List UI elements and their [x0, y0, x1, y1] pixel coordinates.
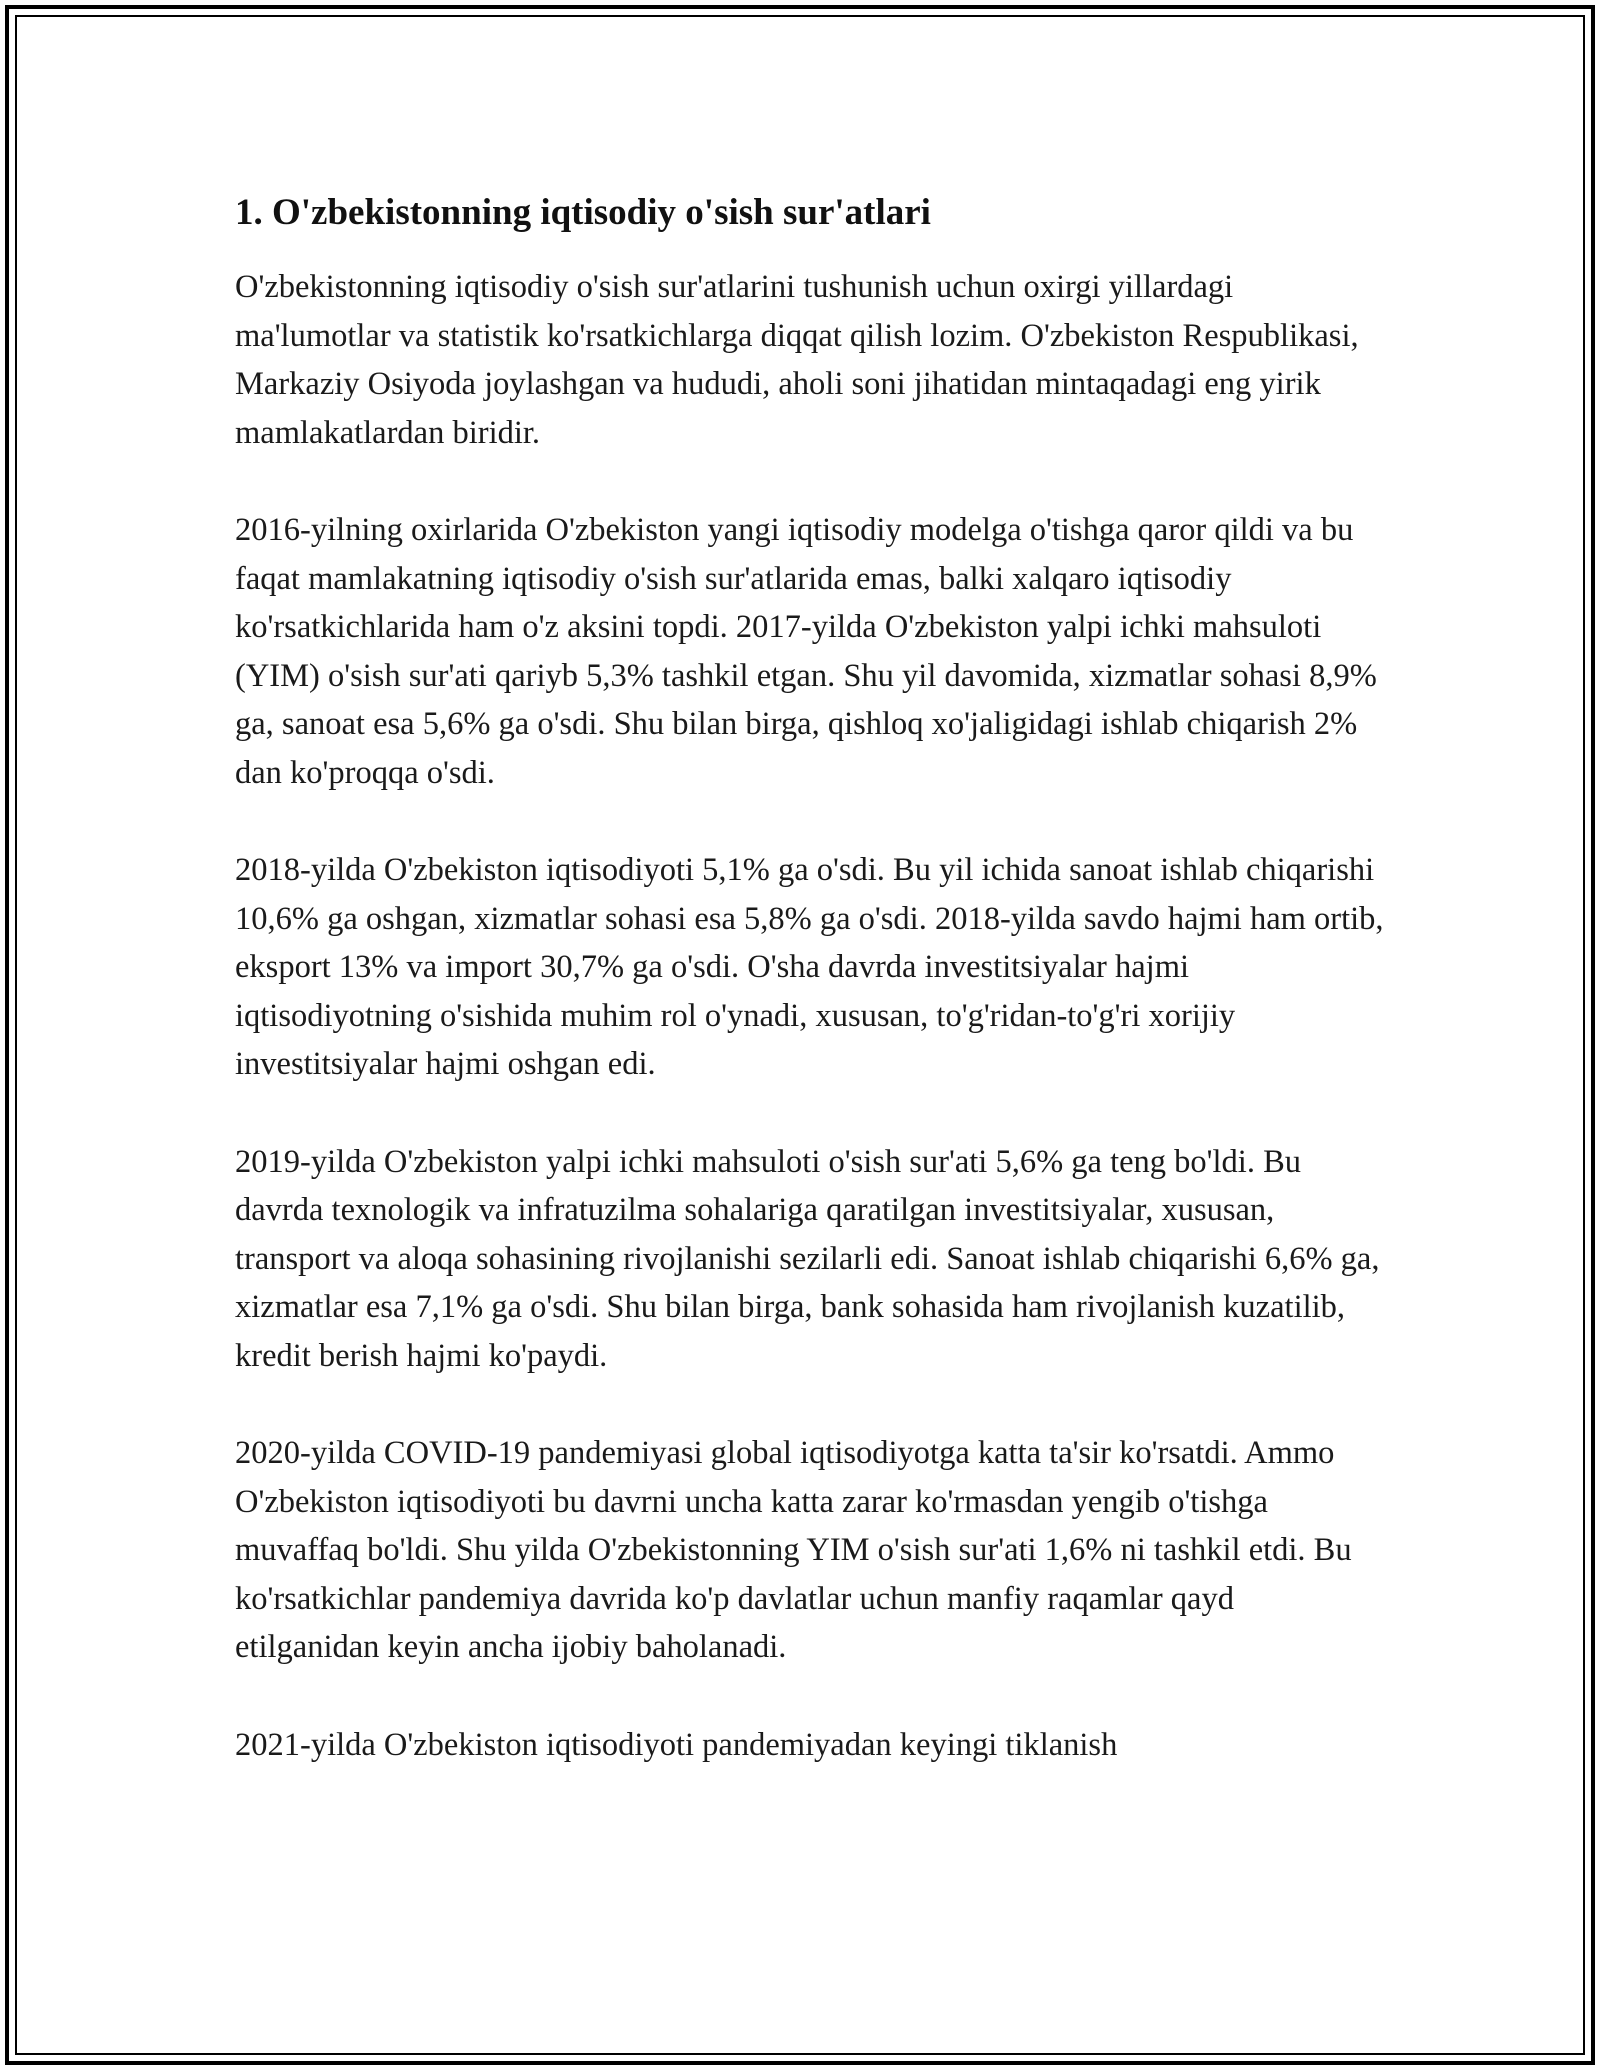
paragraph-intro: O'zbekistonning iqtisodiy o'sish sur'atlarini tushunish uchun oxirgi yillardagi ma'lumotlar va statistik ko'rsatkichlarga diqqat qilish lozim. O'zbekiston Respublikasi, Markaziy Osiyoda joylashgan va hududi, aholi soni jihatidan mintaqadagi eng yirik mamlakatlardan biridir. — [235, 269, 1359, 451]
paragraph-2019: 2019-yilda O'zbekiston yalpi ichki mahsuloti o'sish sur'ati 5,6% ga teng bo'ldi. Bu davrda texnologik va infratuzilma sohalariga qaratilgan investitsiyalar, xususan, transport va aloqa sohasining rivojlanishi sezilarli edi. Sanoat ishlab chiqarishi 6,6% ga, xizmatlar esa 7,1% ga o'sdi. Shu bilan birga, bank sohasida ham rivojlanish kuzatilib, kredit berish hajmi ko'paydi. — [235, 1143, 1380, 1374]
paragraph-2021: 2021-yilda O'zbekiston iqtisodiyoti pandemiyadan keyingi tiklanish — [235, 1726, 1118, 1763]
paragraph-2020: 2020-yilda COVID-19 pandemiyasi global iqtisodiyotga katta ta'sir ko'rsatdi. Ammo O'zbekiston iqtisodiyoti bu davrni uncha katta zarar ko'rmasdan yengib o'tishga muvaffaq bo'ldi. Shu yilda O'zbekistonning YIM o'sish sur'ati 1,6% ni tashkil etdi. Bu ko'rsatkichlar pandemiya davrida ko'p davlatlar uchun manfiy raqamlar qayd etilganidan keyin ancha ijobiy baholanadi. — [235, 1435, 1352, 1665]
document-body — [235, 185, 1385, 1818]
paragraph-2018: 2018-yilda O'zbekiston iqtisodiyoti 5,1% ga o'sdi. Bu yil ichida sanoat ishlab chiqarishi 10,6% ga oshgan, xizmatlar sohasi esa 5,8% ga o'sdi. 2018-yilda savdo hajmi ham ortib, eksport 13% va import 30,7% ga o'sdi. O'sha davrda investitsiyalar hajmi iqtisodiyotning o'sishida muhim rol o'ynadi, xususan, to'g'ridan-to'g'ri xorijiy investitsiyalar hajmi oshgan edi. — [235, 852, 1384, 1082]
section-title: 1. O'zbekistonning iqtisodiy o'sish sur'atlari — [235, 192, 931, 233]
paragraph-2016-2017: 2016-yilning oxirlarida O'zbekiston yangi iqtisodiy modelga o'tishga qaror qildi va bu faqat mamlakatning iqtisodiy o'sish sur'atlarida emas, balki xalqaro iqtisodiy ko'rsatkichlarida ham o'z aksini topdi. 2017-yilda O'zbekiston yalpi ichki mahsuloti (YIM) o'sish sur'ati qariyb 5,3% tashkil etgan. Shu yil davomida, xizmatlar sohasi 8,9% ga, sanoat esa 5,6% ga o'sdi. Shu bilan birga, qishloq xo'jaligidagi ishlab chiqarish 2% dan ko'proqqa o'sdi. — [235, 512, 1377, 791]
